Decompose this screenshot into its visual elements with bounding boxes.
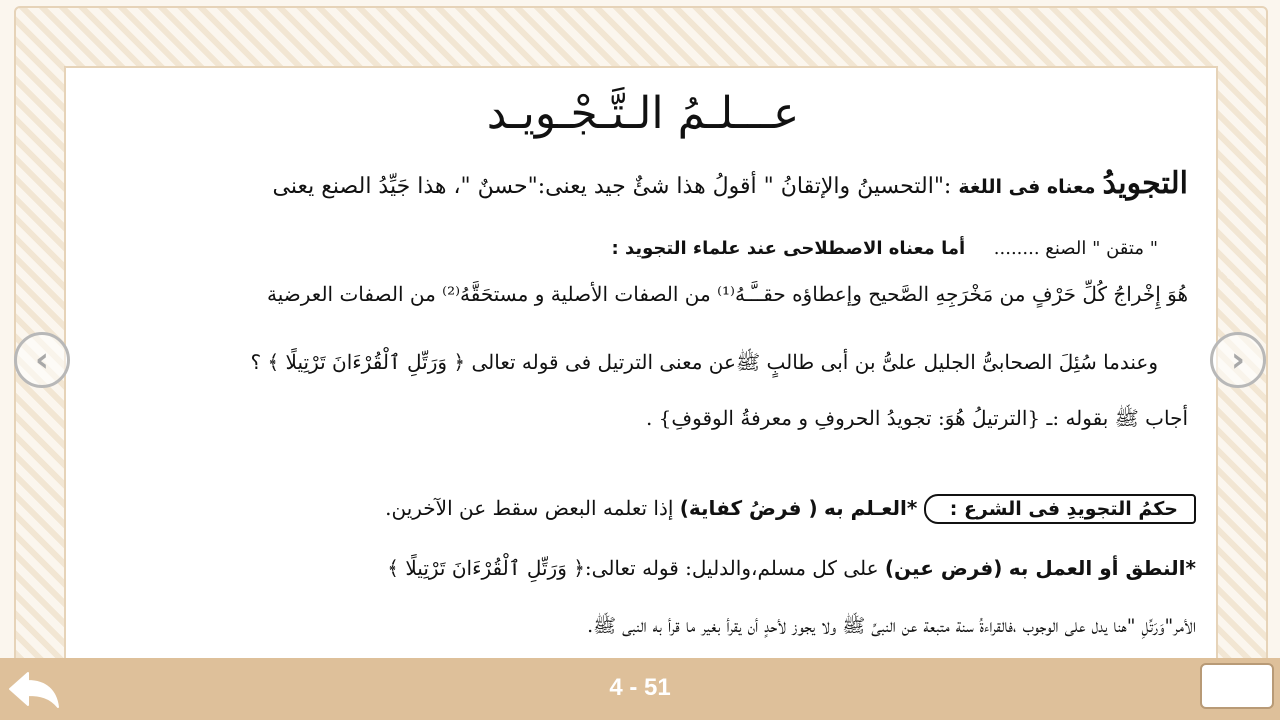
technical-definition: هُوَ إِخْراجُ كُلِّ حَرْفٍ من مَخْرَجِهِ الصَّحيح وإعطاؤه حقــَّـهُ⁽¹⁾ من الصفات الأصلية و مستحَقَّهُ⁽²⁾ من الصفات العرضية [267, 282, 1188, 306]
chevron-left-icon: ‹ [34, 340, 49, 380]
next-page-button[interactable] [1210, 332, 1266, 388]
linguistic-meaning-text: :"التحسينُ والإتقانُ " أقولُ هذا شئٌ جيد يعنى:"حسنٌ "، هذا جَيِّدُ الصنع يعنى [272, 174, 952, 199]
ruling-label-badge: حكمُ التجويدِ فى الشرع : [924, 494, 1196, 524]
term-tajweed: التجويدُ [1102, 166, 1188, 201]
chevron-right-icon: › [1230, 340, 1245, 380]
definition-line-1 [272, 166, 1188, 201]
page-title: عـــلـمُ الـتَّـجْـويـد [486, 88, 800, 139]
fard-kifaya: ( فرضُ كفاية) [679, 496, 818, 520]
ali-answer-line: أجاب ﷺ بقوله :ـ {الترتيلُ هُوَ: تجويدُ الحروفِ و معرفةُ الوقوفِ} . [645, 406, 1188, 430]
practice-label: *النطق أو العمل به [1008, 556, 1196, 580]
obligation-line: الأمر"وَرَتِّلِ "هنا يدل على الوجوب ،فالقراءةُ سنة متبعة عن النبىِّ ﷺ ولا يجوز لأحدٍ أن يقرأ بغير ما قرأ به النبى ﷺ. [587, 615, 1196, 637]
ruling-line [385, 494, 1196, 524]
linguistic-meaning-end: " متقن " الصنع ........ [993, 238, 1158, 259]
ali-question-line: وعندما سُئِلَ الصحابىُّ الجليل علىُّ بن أبى طالبٍ ﷺعن معنى الترتيل فى قوله تعالى ﴿ وَرَتِّلِ ٱلْقُرْءَانَ تَرْتِيلًا ﴾ ؟ [250, 350, 1158, 374]
ruling-text: إذا تعلمه البعض سقط عن الآخرين. [385, 496, 674, 520]
page-indicator: 4 - 51 [609, 674, 671, 701]
fard-ayn: (فرض عين) [884, 556, 1003, 580]
practice-ruling-text: على كل مسلم،والدليل: قوله تعالى:﴿ وَرَتِّلِ ٱلْقُرْءَانَ تَرْتِيلًا ﴾ [387, 556, 879, 580]
page-text [78, 70, 1208, 658]
definition-line-2 [612, 238, 1159, 259]
page-number-input[interactable] [1200, 663, 1274, 709]
knowledge-label: *العـلم به [823, 496, 918, 520]
practice-ruling-line [387, 556, 1196, 580]
label-linguistic-meaning: معناه فى اللغة [958, 176, 1096, 198]
label-technical-meaning: أما معناه الاصطلاحى عند علماء التجويد : [611, 238, 966, 259]
bottom-toolbar [0, 658, 1280, 720]
prev-page-button[interactable] [14, 332, 70, 388]
